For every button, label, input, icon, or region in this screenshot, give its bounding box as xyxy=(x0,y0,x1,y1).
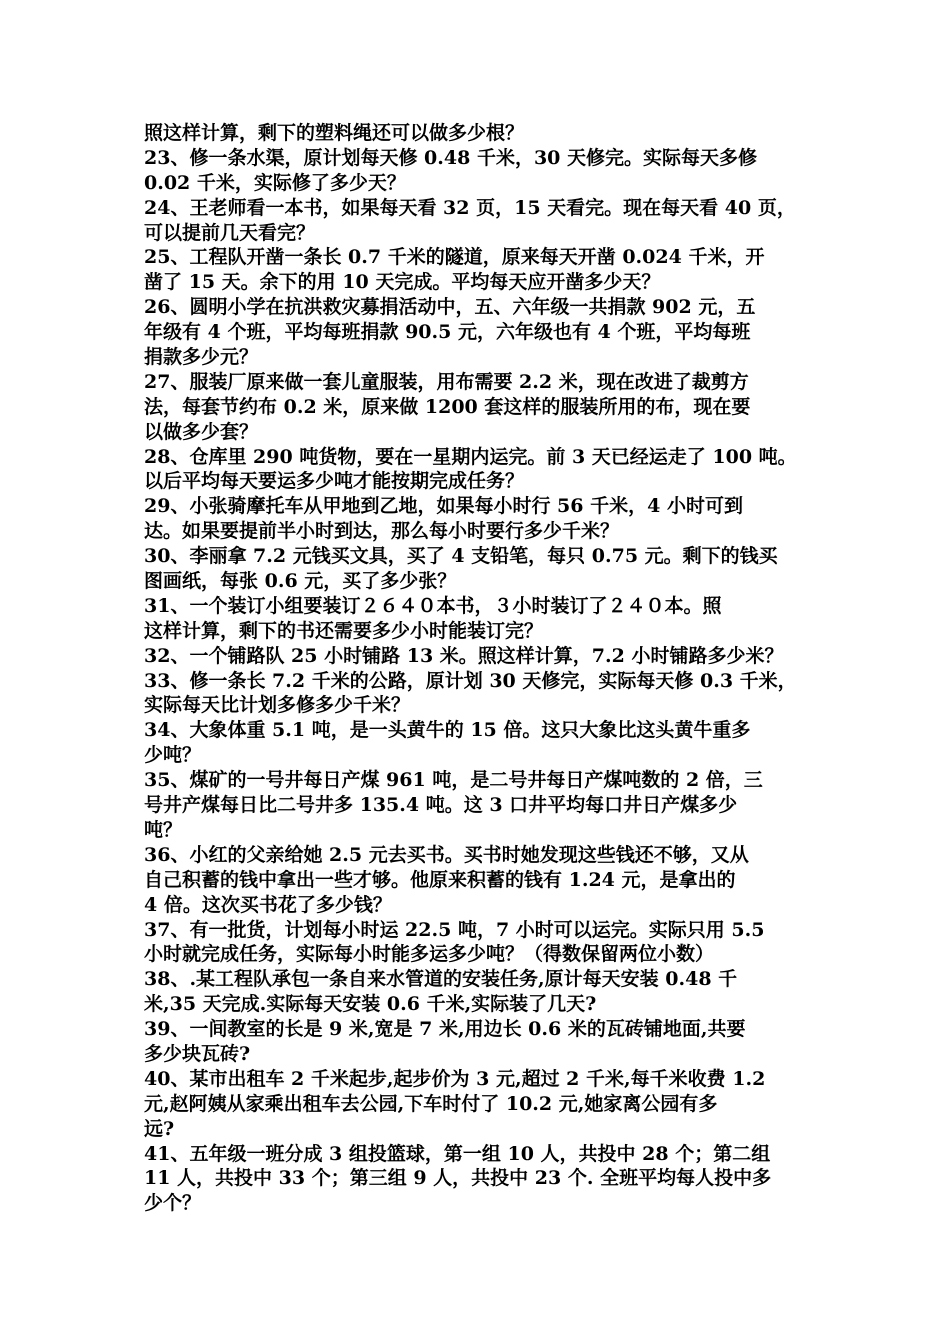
text-line: 米,35 天完成.实际每天安装 0.6 千米,实际装了几天? xyxy=(144,993,597,1016)
text-line: 29、小张骑摩托车从甲地到乙地，如果每小时行 56 千米，4 小时可到 xyxy=(144,495,743,518)
text-line: 图画纸，每张 0.6 元，买了多少张？ xyxy=(144,570,457,593)
text-line: 这样计算，剩下的书还需要多少小时能装订完？ xyxy=(144,619,544,642)
text-line: 照这样计算，剩下的塑料绳还可以做多少根？ xyxy=(144,122,525,144)
text-line: 25、工程队开凿一条长 0.7 千米的隧道，原来每天开凿 0.024 千米，开 xyxy=(144,246,765,269)
text-line: 多少块瓦砖? xyxy=(144,1042,251,1065)
text-line: 30、李丽拿 7.2 元钱买文具，买了 4 支铅笔，每只 0.75 元。剩下的钱买 xyxy=(144,545,778,568)
text-line: 小时就完成任务，实际每小时能多运多少吨？（得数保留两位小数） xyxy=(144,943,715,966)
text-line: 0.02 千米，实际修了多少天？ xyxy=(144,171,406,194)
text-line: 38、.某工程队承包一条自来水管道的安装任务,原计每天安装 0.48 千 xyxy=(144,968,738,991)
text-line: 年级有 4 个班，平均每班捐款 90.5 元，六年级也有 4 个班，平均每班 xyxy=(144,321,751,344)
text-line: 39、一间教室的长是 9 米,宽是 7 米,用边长 0.6 米的瓦砖铺地面,共要 xyxy=(144,1018,746,1041)
text-line: 24、王老师看一本书，如果每天看 32 页，15 天看完。现在每天看 40 页， xyxy=(144,196,796,219)
text-line: 以后平均每天要运多少吨才能按期完成任务？ xyxy=(144,470,525,493)
text-line: 35、煤矿的一号井每日产煤 961 吨，是二号井每日产煤吨数的 2 倍，三 xyxy=(144,769,763,792)
text-line: 33、修一条长 7.2 千米的公路，原计划 30 天修完，实际每天修 0.3 千米， xyxy=(144,669,797,692)
text-line: 达。如果要提前半小时到达，那么每小时要行多少千米？ xyxy=(144,520,620,543)
text-line: 以做多少套？ xyxy=(144,420,259,443)
document-body xyxy=(144,121,812,1216)
text-line: 26、圆明小学在抗洪救灾募捐活动中，五、六年级一共捐款 902 元，五 xyxy=(144,296,756,319)
text-line: 元,赵阿姨从家乘出租车去公园,下车时付了 10.2 元,她家离公园有多 xyxy=(144,1092,718,1115)
text-line: 40、某市出租车 2 千米起步,起步价为 3 元,超过 2 千米,每千米收费 1.2 xyxy=(144,1067,766,1090)
text-line: 号井产煤每日比二号井多 135.4 吨。这 3 口井平均每口井日产煤多少 xyxy=(144,794,738,817)
text-line: 36、小红的父亲给她 2.5 元去买书。买书时她发现这些钱还不够，又从 xyxy=(144,843,749,866)
text-line: 远? xyxy=(144,1117,175,1140)
text-line: 11 人，共投中 33 个；第三组 9 人，共投中 23 个. 全班平均每人投中多 xyxy=(144,1167,772,1190)
text-line: 吨？ xyxy=(144,818,183,841)
text-line: 凿了 15 天。余下的用 10 天完成。平均每天应开凿多少天？ xyxy=(144,271,661,294)
text-line: 32、一个铺路队 25 小时铺路 13 米。照这样计算，7.2 小时铺路多少米？ xyxy=(144,644,784,667)
text-line: 34、大象体重 5.1 吨，是一头黄牛的 15 倍。这只大象比这头黄牛重多 xyxy=(144,719,751,742)
text-line: 捐款多少元？ xyxy=(144,346,259,369)
text-line: 31、一个装订小组要装订２６４０本书，３小时装订了２４０本。照 xyxy=(144,594,722,617)
text-line: 实际每天比计划多修多少千米？ xyxy=(144,694,411,717)
text-line: 23、修一条水渠，原计划每天修 0.48 千米，30 天修完。实际每天多修 xyxy=(144,146,758,169)
text-line: 27、服装厂原来做一套儿童服装，用布需要 2.2 米，现在改进了裁剪方 xyxy=(144,370,749,393)
text-line: 41、五年级一班分成 3 组投篮球，第一组 10 人，共投中 28 个；第二组 xyxy=(144,1142,771,1165)
text-line: 法，每套节约布 0.2 米，原来做 1200 套这样的服装所用的布，现在要 xyxy=(144,395,751,418)
text-line: 少吨？ xyxy=(144,744,202,767)
text-line: 37、有一批货，计划每小时运 22.5 吨，7 小时可以运完。实际只用 5.5 xyxy=(144,918,765,941)
text-line: 4 倍。这次买书花了多少钱？ xyxy=(144,893,392,916)
text-line: 自己积蓄的钱中拿出一些才够。他原来积蓄的钱有 1.24 元，是拿出的 xyxy=(144,868,736,891)
text-line: 可以提前几天看完？ xyxy=(144,221,316,244)
text-line: 28、仓库里 290 吨货物，要在一星期内运完。前 3 天已经运走了 100 吨。 xyxy=(144,445,797,468)
text-line: 少个？ xyxy=(144,1192,202,1215)
